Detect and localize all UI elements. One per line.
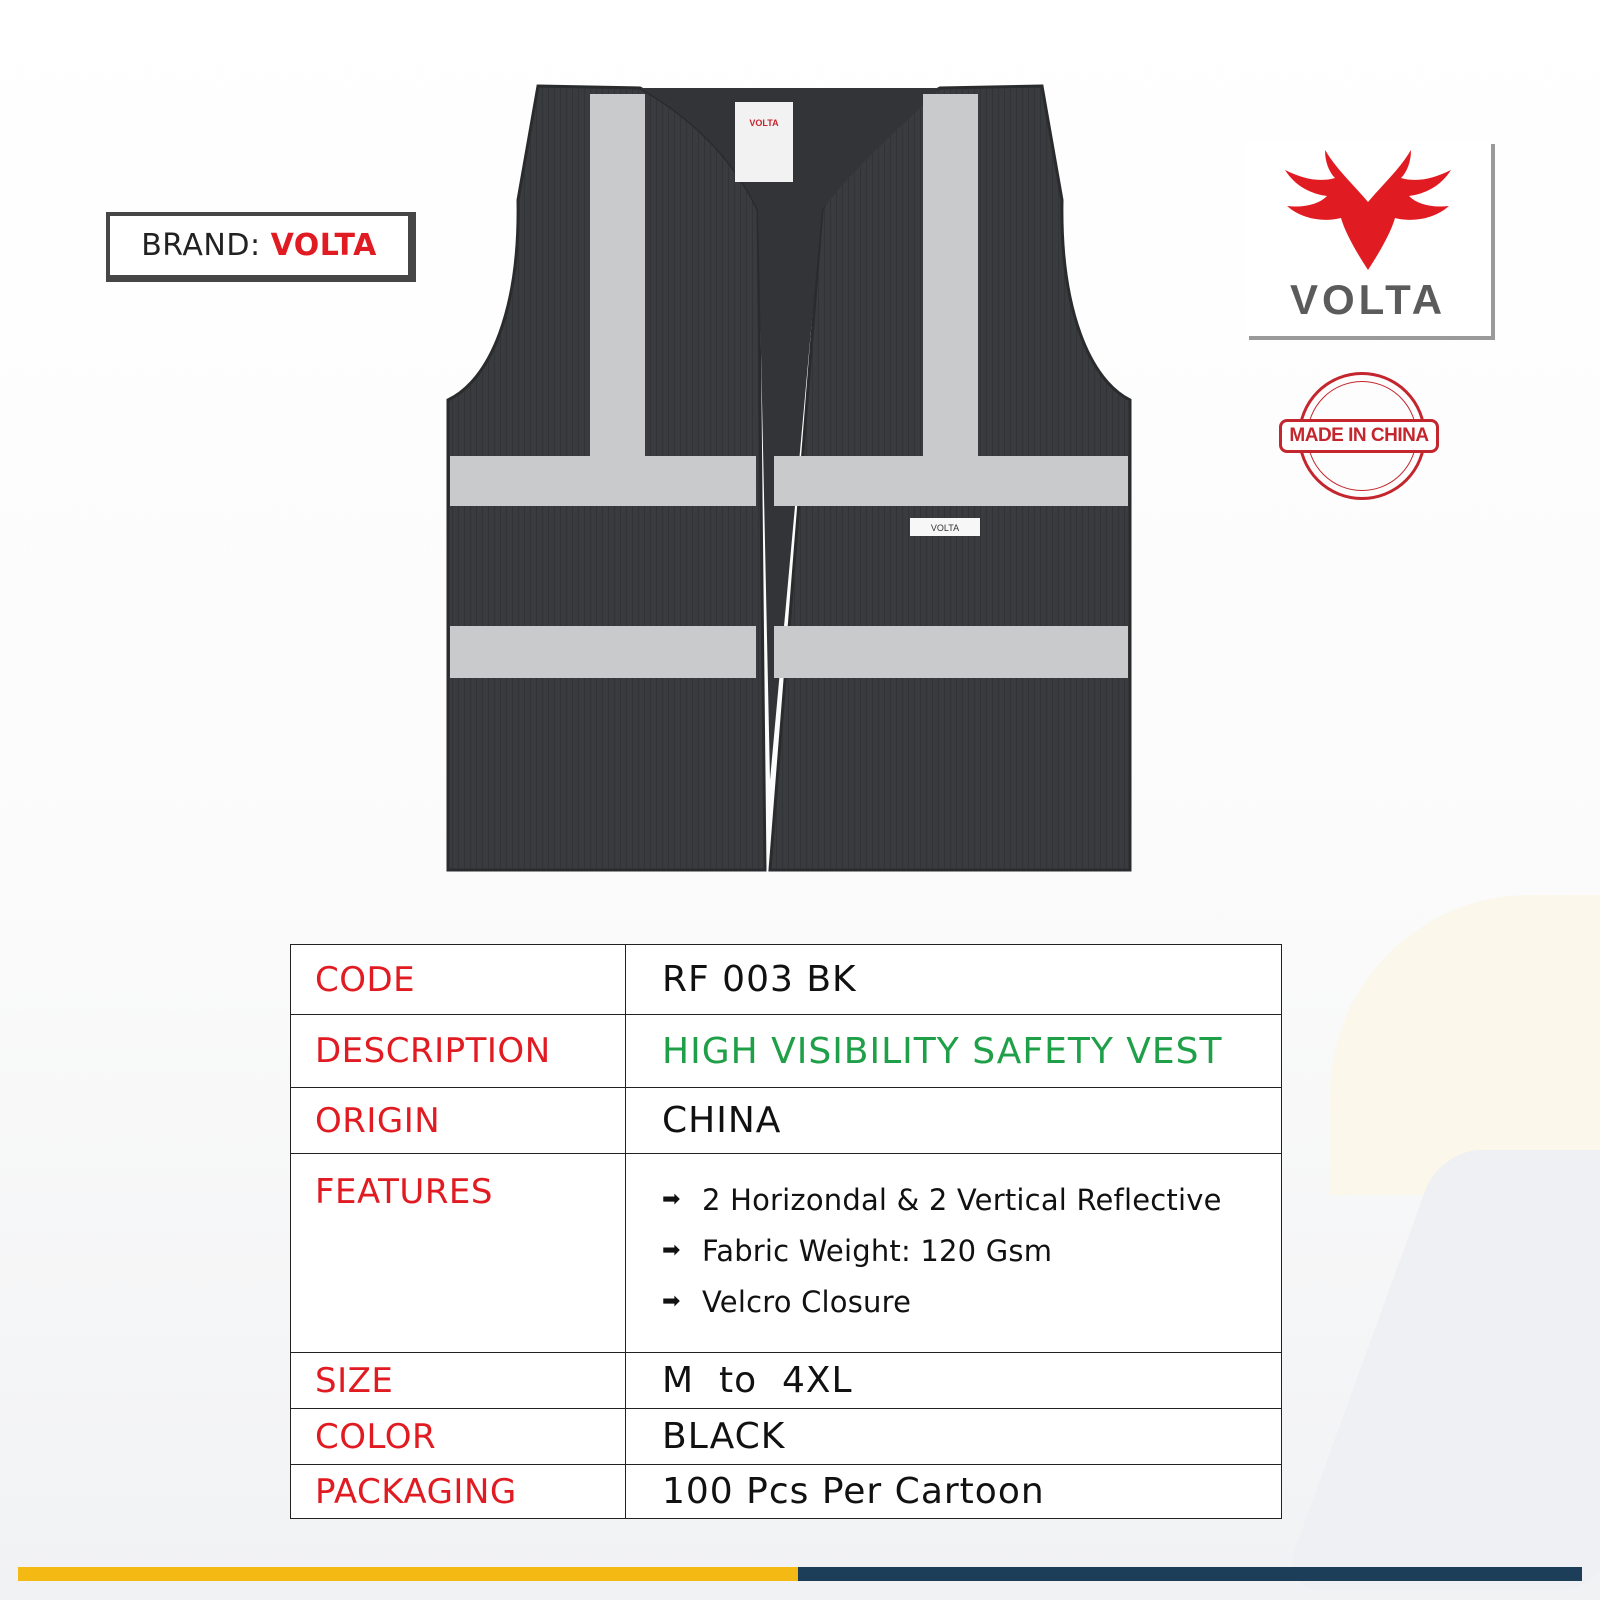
arrow-right-icon: ➡ <box>662 1238 681 1263</box>
volta-logo <box>1245 140 1491 336</box>
list-item <box>662 1225 1281 1276</box>
brand-box <box>106 212 416 282</box>
table-row <box>291 1154 1282 1353</box>
brand-value: VOLTA <box>270 228 377 263</box>
product-image-vest <box>440 80 1140 880</box>
origin-label: ORIGIN <box>291 1088 626 1154</box>
size-label: SIZE <box>291 1353 626 1409</box>
arrow-right-icon: ➡ <box>662 1187 681 1212</box>
feature-text: Fabric Weight: 120 Gsm <box>702 1233 1053 1268</box>
features-list <box>662 1154 1281 1327</box>
color-label: COLOR <box>291 1409 626 1465</box>
description-value: HIGH VISIBILITY SAFETY VEST <box>626 1015 1282 1088</box>
color-value: BLACK <box>626 1409 1282 1465</box>
origin-value: CHINA <box>626 1088 1282 1154</box>
list-item <box>662 1174 1281 1225</box>
features-value <box>626 1154 1282 1353</box>
stamp-text: MADE IN CHINA <box>1279 419 1439 453</box>
table-row <box>291 945 1282 1015</box>
spec-table <box>290 944 1282 1519</box>
size-value: M to 4XL <box>626 1353 1282 1409</box>
stripe-navy <box>798 1567 1582 1581</box>
list-item <box>662 1276 1281 1327</box>
background-accent-shape-lower <box>1280 1150 1600 1590</box>
code-label: CODE <box>291 945 626 1015</box>
description-label: DESCRIPTION <box>291 1015 626 1088</box>
feature-text: Velcro Closure <box>702 1284 912 1319</box>
made-in-china-stamp <box>1289 372 1429 500</box>
table-row <box>291 1088 1282 1154</box>
arrow-right-icon: ➡ <box>662 1289 681 1314</box>
features-label: FEATURES <box>291 1154 626 1353</box>
table-row <box>291 1353 1282 1409</box>
table-row <box>291 1465 1282 1519</box>
table-row <box>291 1015 1282 1088</box>
vest-tag-text: VOLTA <box>930 523 960 533</box>
packaging-label: PACKAGING <box>291 1465 626 1519</box>
logo-text: VOLTA <box>1289 276 1447 323</box>
svg-text:VOLTA: VOLTA <box>749 118 779 128</box>
table-row <box>291 1409 1282 1465</box>
feature-text: 2 Horizondal & 2 Vertical Reflective <box>702 1182 1222 1217</box>
packaging-value: 100 Pcs Per Cartoon <box>626 1465 1282 1519</box>
code-value: RF 003 BK <box>626 945 1282 1015</box>
stripe-yellow <box>18 1567 798 1581</box>
bottom-stripe <box>18 1567 1582 1581</box>
brand-label: BRAND: <box>141 228 261 263</box>
